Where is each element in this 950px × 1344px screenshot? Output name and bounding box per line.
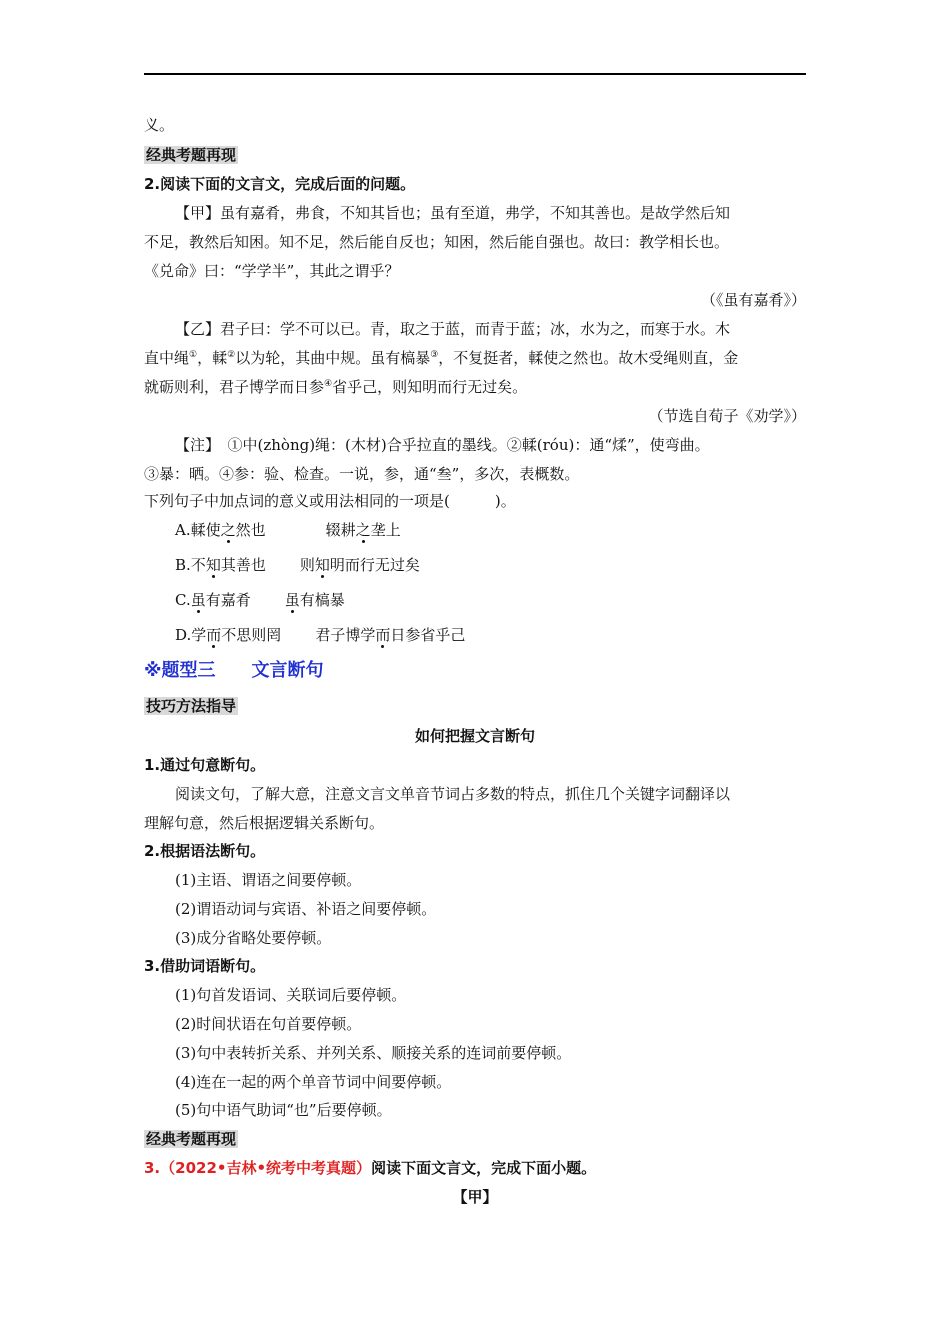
method-2-title: 2.根据语法断句。 [144, 842, 266, 860]
method-1-line-2: 理解句意，然后根据逻辑关系断句。 [144, 814, 385, 832]
method-2-item: (3)成分省略处要停顿。 [175, 929, 332, 947]
yi-line-2: 直中绳①，輮②以为轮，其曲中规。虽有槁暴③，不复挺者，輮使之然也。故木受绳则直，金 [144, 349, 739, 367]
question-stem: 下列句子中加点词的意义或用法相同的一项是( )。 [144, 492, 516, 510]
method-3-item: (5)句中语气助词“也”后要停顿。 [175, 1101, 392, 1119]
method-3-item: (2)时间状语在句首要停顿。 [175, 1015, 362, 1033]
continued-fragment: 义。 [144, 116, 175, 134]
method-3-title: 3.借助词语断句。 [144, 957, 266, 975]
option-d[interactable]: D.学而不思则罔 君子博学而日参省乎己 [175, 626, 466, 644]
skills-title: 如何把握文言断句 [414, 727, 535, 745]
header-rule [144, 73, 806, 75]
method-3-item: (1)句首发语词、关联词后要停顿。 [175, 986, 407, 1004]
skills-heading: 技巧方法指导 [146, 697, 237, 715]
question-3-jia-label: 【甲】 [452, 1188, 498, 1206]
option-a[interactable]: A.輮使之然也 辍耕之垄上 [175, 521, 401, 539]
jia-line-1: 【甲】虽有嘉肴，弗食，不知其旨也；虽有至道，弗学，不知其善也。是故学然后知 [175, 204, 731, 222]
yi-line-3: 就砺则利，君子博学而日参④省乎己，则知明而行无过矣。 [144, 378, 528, 396]
question-3-title: 3.（2022•吉林•统考中考真题）阅读下面文言文，完成下面小题。 [144, 1159, 597, 1177]
note-line-1: 【注】 ①中(zhòng)绳：(木材)合乎拉直的墨线。②輮(róu)：通“煣”，使弯曲。 [175, 436, 710, 454]
yi-line-1: 【乙】君子曰：学不可以已。青，取之于蓝，而青于蓝；冰，水为之，而寒于水。木 [175, 320, 731, 338]
method-1-line-1: 阅读文句，了解大意，注意文言文单音节词占多数的特点，抓住几个关键字词翻译以 [175, 785, 731, 803]
method-2-item: (1)主语、谓语之间要停顿。 [175, 871, 362, 889]
jia-line-3: 《兑命》曰：“学学半”，其此之谓乎？ [144, 262, 400, 280]
section-heading-classic-1: 经典考题再现 [146, 146, 237, 164]
method-2-item: (2)谓语动词与宾语、补语之间要停顿。 [175, 900, 437, 918]
option-b[interactable]: B.不知其善也 则知明而行无过矣 [175, 556, 420, 574]
section-heading-classic-2: 经典考题再现 [146, 1130, 237, 1148]
jia-source: （《虽有嘉肴》） [700, 291, 806, 309]
question-2-title: 2.阅读下面的文言文，完成后面的问题。 [144, 175, 416, 193]
type3-heading: ※题型三 文言断句 [144, 660, 324, 681]
method-3-item: (3)句中表转折关系、并列关系、顺接关系的连词前要停顿。 [175, 1044, 572, 1062]
method-3-item: (4)连在一起的两个单音节词中间要停顿。 [175, 1073, 452, 1091]
method-1-title: 1.通过句意断句。 [144, 756, 266, 774]
yi-source: （节选自荀子《劝学》） [648, 407, 806, 425]
jia-line-2: 不足，教然后知困。知不足，然后能自反也；知困，然后能自强也。故曰：教学相长也。 [144, 233, 730, 251]
option-c[interactable]: C.虽有嘉肴 虽有槁暴 [175, 591, 345, 609]
note-line-2: ③暴：晒。④参：验、检查。一说，参，通“叁”，多次，表概数。 [144, 465, 580, 483]
